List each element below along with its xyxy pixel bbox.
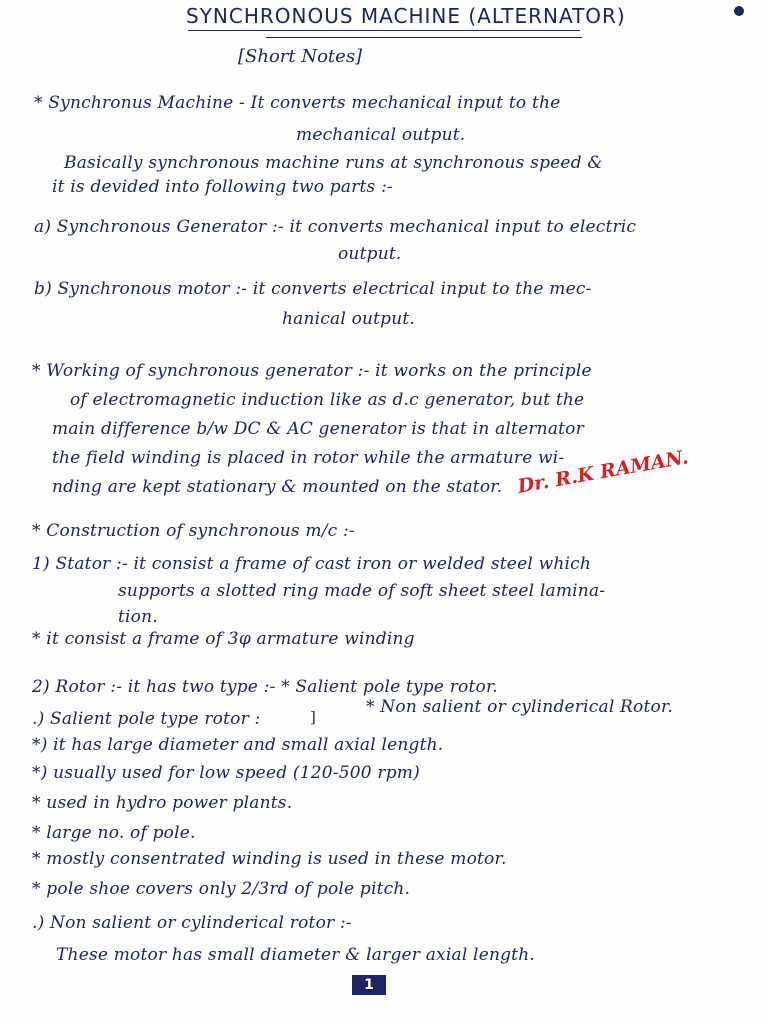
- page-subtitle: [Short Notes]: [238, 46, 363, 67]
- note-line: *) it has large diameter and small axial length.: [32, 735, 444, 755]
- note-line: 2) Rotor :- it has two type :- * Salient pole type rotor.: [32, 677, 499, 697]
- note-line: mechanical output.: [296, 125, 466, 145]
- page-title: SYNCHRONOUS MACHINE (ALTERNATOR): [186, 4, 626, 28]
- note-line: Basically synchronous machine runs at synchronous speed &: [64, 153, 603, 173]
- note-line: * pole shoe covers only 2/3rd of pole pitch.: [32, 879, 411, 899]
- note-line: of electromagnetic induction like as d.c generator, but the: [70, 390, 585, 410]
- note-line: *) usually used for low speed (120-500 rpm): [32, 763, 420, 783]
- note-line: main difference b/w DC & AC generator is that in alternator: [52, 419, 584, 439]
- note-line: .) Salient pole type rotor :: [32, 709, 261, 729]
- note-line: 1) Stator :- it consist a frame of cast iron or welded steel which: [32, 554, 591, 574]
- note-line: .) Non salient or cylinderical rotor :-: [32, 913, 352, 933]
- note-line: tion.: [118, 607, 158, 627]
- note-line: * it consist a frame of 3φ armature winding: [32, 629, 415, 649]
- note-line: it is devided into following two parts :-: [52, 177, 393, 197]
- author-signature: Dr. R.K RAMAN.: [516, 446, 690, 498]
- page-number: 1: [352, 975, 386, 995]
- note-line: * Construction of synchronous m/c :-: [32, 521, 355, 541]
- note-line: b) Synchronous motor :- it converts electrical input to the mec-: [34, 279, 592, 299]
- note-line: supports a slotted ring made of soft sheet steel lamina-: [118, 581, 606, 601]
- note-line: nding are kept stationary & mounted on the stator.: [52, 477, 503, 497]
- note-line: a) Synchronous Generator :- it converts mechanical input to electric: [34, 217, 637, 237]
- bracket-mark: ]: [310, 708, 316, 726]
- note-line: * Working of synchronous generator :- it works on the principle: [32, 361, 592, 381]
- note-line: * mostly consentrated winding is used in these motor.: [32, 849, 507, 869]
- corner-dot-mark: [734, 6, 744, 16]
- title-underline-2: [266, 37, 582, 38]
- note-line: * used in hydro power plants.: [32, 793, 293, 813]
- note-line: * Non salient or cylinderical Rotor.: [366, 697, 674, 717]
- note-line: * large no. of pole.: [32, 823, 196, 843]
- note-line: These motor has small diameter & larger axial length.: [56, 945, 535, 965]
- note-line: hanical output.: [282, 309, 416, 329]
- title-underline: [188, 30, 580, 31]
- note-line: * Synchronus Machine - It converts mechanical input to the: [34, 93, 561, 113]
- note-line: the field winding is placed in rotor while the armature wi-: [52, 448, 565, 468]
- note-line: output.: [338, 244, 402, 264]
